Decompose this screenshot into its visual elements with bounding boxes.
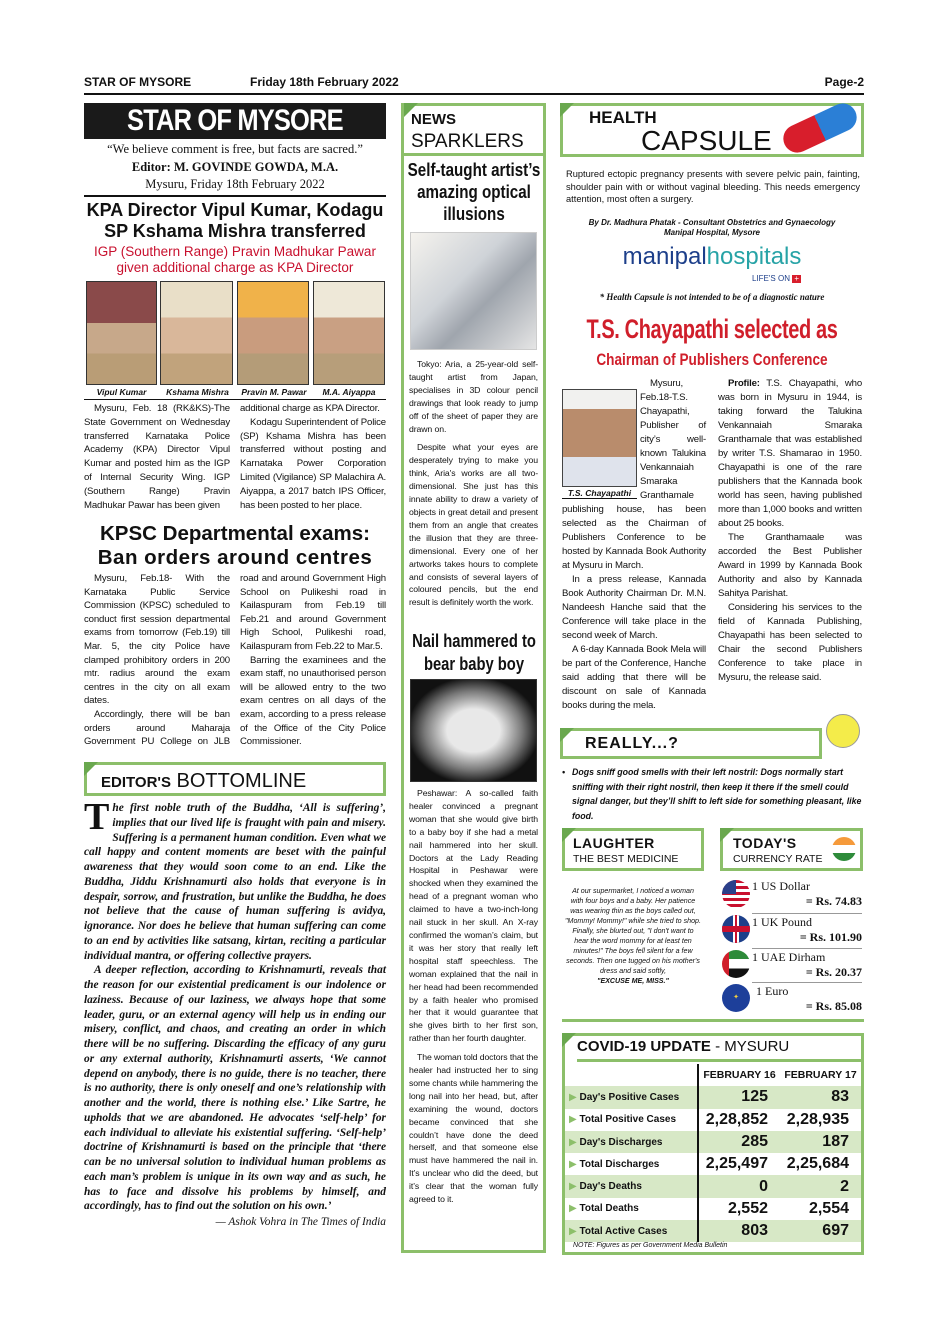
currency-name: 1 US Dollar: [752, 879, 810, 893]
column-header-feb16: FEBRUARY 16: [698, 1064, 780, 1086]
row-label: Day's Deaths: [579, 1181, 642, 1193]
masthead-rule: [84, 195, 386, 197]
corner-accent: [562, 1033, 576, 1047]
byline-line2: Manipal Hospital, Mysore: [663, 228, 761, 237]
story1-paragraph: Despite what your eyes are desperately trying to make you think, Aria's works are all two-dimensional. She just has this innate ability to draw a variety of objects in great detail and present them from an angle that creates the illusion that they are three-dimensional. Every one of her artworks takes hours to complete and consists of several layers of coloured pencils, but the end result is definitely worth the work.: [409, 442, 538, 608]
table-row: [565, 1131, 861, 1153]
laughter-label-text: THE BEST MEDICINE: [573, 853, 679, 865]
really-fact: Dogs sniff good smells with their left nostril: Dogs normally start sniffing with their right nostril, then keep it there if the smell could signal danger, but they’ll shift to left side for something pleasant, like food.: [572, 767, 862, 821]
caption-rule: [84, 399, 386, 400]
value-feb17: 697: [780, 1220, 861, 1242]
joke-paragraph: Finally, she blurted out, "I don't want to hear the word mommy for at least ten minutes!" The boys fell silent for a few seconds. Then one tugged on his mother's dress and said softly,: [566, 927, 700, 975]
logo-part-2: hospitals: [706, 243, 802, 270]
masthead-editor: Editor: M. GOVINDE GOWDA, M.A.: [131, 160, 339, 174]
value-feb17: 2,25,684: [786, 1155, 849, 1173]
story1-body: [409, 358, 538, 609]
kpa-body: [84, 402, 386, 512]
kpsc-paragraph: Barring the examinees and the exam staff, no unauthorised person will be allowed entry to the two exam centres on all days of the exam, according to a press release of the Office of the City Police Commissioner.: [240, 654, 386, 748]
covid-note: NOTE: Figures as per Government Media Bulletin: [573, 1242, 728, 1249]
value-feb16: 285: [698, 1131, 780, 1153]
manipal-logo: [560, 243, 864, 271]
capsule-pill-icon: [779, 99, 862, 157]
story2-body: [409, 787, 538, 1206]
header-blank: [565, 1064, 698, 1086]
india-flag-icon: [832, 837, 856, 861]
kpa-subheadline: [84, 244, 386, 276]
bottomline-paragraph: A deeper reflection, according to Krishnamurti, reveals that the reason for our existential predicament is our indolence or laziness. Because of our laziness, we always hope that some leader, guru, or an external agency will help us in ending our misery, conflict, and chaos, and creating an order in which there will be no suffering. Discarding the efficacy of any guru or any external authority, Krishnamurti asserts, ‘We cannot depend on anybody, there is no guide, there is no teacher, there is no authority, there is only oneself and one’s relationship with another and the world, there is nothing else.’ Like Sartre, he upholds that we are abandoned. He advocates ‘self-help’ for each individual to alleviate his existential suffering. ‘Self-help’ doctrine of Krishnamurti is based on the principle that ‘there can be no universal solution to individual human problems as each man’s problem is unique in its own way and as such, he has to face and dissolve his problems by himself, and accordingly, has to find out the solution on his own.’: [84, 964, 386, 1213]
caption-kshama: Kshama Mishra: [166, 387, 229, 397]
logo-part-1: manipal: [622, 243, 707, 270]
covid-title-bold: COVID-19 UPDATE: [577, 1038, 711, 1055]
header-date: Friday 18th February 2022: [250, 75, 399, 89]
currency-label-text: CURRENCY RATE: [733, 853, 823, 865]
table-row: [565, 1198, 861, 1220]
masthead: [84, 103, 386, 139]
row-label: Total Discharges: [579, 1158, 660, 1170]
kpa-paragraph: additional charge as KPA Director.: [240, 403, 380, 414]
currency-row: [752, 949, 862, 983]
chayapathi-paragraph: The Granthamaale was accorded the Best Publisher Award in 1999 by Kannada Book Authority and also by Kannada Sahitya Parishat.: [718, 532, 862, 599]
corner-accent: [560, 103, 574, 117]
chayapathi-paragraph: Mysuru, Feb.18-T.S. Chayapathi, Publisher of city’s well-known Talukina Venkannaiah Smaraka Granthamale publishing house, has been selected as the Chairman of Publishers Conference to be hosted by Kannada Book Authority at Mysuru in March.: [562, 378, 706, 571]
masthead-motto: “We believe comment is free, but facts are sacred.”: [107, 142, 363, 156]
health-byline: [562, 218, 862, 238]
row-label: Total Deaths: [579, 1203, 639, 1215]
corner-accent: [560, 728, 574, 742]
header-rule: [84, 93, 864, 95]
chayapathi-subheadline: Chairman of Publishers Conference: [596, 350, 828, 369]
arrow-icon: ▶: [569, 1225, 577, 1237]
kpa-headline-line1: KPA Director Vipul Kumar, Kodagu: [86, 200, 384, 220]
value-feb17: 187: [780, 1131, 861, 1153]
really-label: REALLY...?: [585, 735, 679, 752]
uae-flag-icon: [722, 950, 750, 978]
story2-paragraph: The woman told doctors that the healer had instructed her to sing some chants while hammering the long nail into her head, but, after examining the wound, doctors became convinced that she couldn’t have done the deed herself, and that someone else must have hammered the nail in. It’s unclear who did the deed, but it’s clear that the woman fully agreed to it.: [409, 1052, 539, 1205]
photo-ma-aiyappa: [313, 281, 385, 385]
caption-aiyappa: M.A. Aiyappa: [322, 387, 376, 397]
photo-captions: [84, 387, 386, 397]
profile-text: T.S. Chayapathi, who was born in Mysuru in 1944, is taking forward the Talukina Venkannaiah Smaraka Granthamale that was established by writer T.S. Shamarao in 1950. Chayapathi is one of the rare publishers that the Kannada book world has seen, having published more than 1,000 books and written about 25 books.: [718, 378, 862, 529]
photo-kshama-mishra: [160, 281, 233, 385]
covid-title: [577, 1038, 861, 1062]
bullet-icon: •: [562, 767, 566, 777]
profile-label: Profile:: [728, 378, 760, 389]
health-label-bold: HEALTH: [589, 108, 657, 127]
bottomline-paragraph: [84, 796, 386, 963]
value-feb16: 2,25,497: [698, 1153, 780, 1175]
kpsc-headline: [84, 522, 386, 570]
currency-name: 1 Euro: [756, 984, 789, 998]
chayapathi-paragraph: In a press release, Kannada Book Authority Chairman Dr. M.N. Nandeesh Hanche said that the Conference will take place in the second week of March.: [562, 574, 706, 641]
photo-float: [562, 377, 640, 501]
table-row: [565, 1220, 861, 1242]
kpa-paragraph: Mysuru, Feb. 18 (RK&KS)-The State Government on Wednesday transferred Karnataka Police Academy (KPA) Director Vipul Kumar and posted him as the IGP of Internal Security Wing. IGP (Southern Range) Pravin Madhukar Pawar has been given: [84, 403, 230, 511]
story2-paragraph: Peshawar: A so-called faith healer convinced a pregnant woman that she would give birth to a baby boy if she had a metal nail hammered into her skull. Doctors at the Lady Reading Hospital in Peshawar were shocked when they examined the head of a pregnant woman who claimed to have a two-inch-long nail stuck in her skull. An X-ray confirmed the woman’s claim, but it was her story that really left hospital staff speechless. The woman explained that the nail in her head had been recommended by a faith healer who promised her that it would guarantee that she gives birth to her first son, rather than her fourth daughter.: [409, 788, 538, 1044]
photo-pravin-pawar: [237, 281, 309, 385]
currency-label-bold: TODAY'S: [733, 835, 797, 851]
bottomline-label: BOTTOMLINE: [176, 770, 307, 792]
photo-vipul-kumar: [86, 281, 157, 385]
chayapathi-paragraph: Considering his services to the field of Kannada Publishing, Chayapathi has been selected to Chair the second Publishers Conference to take place in Mysuru, the release said.: [718, 602, 862, 683]
kpsc-paragraph: Accordingly, there will be ban orders around Maharaja Government PU College on JLB road and around Government High School on Pulikeshi road in Kailaspuram from Feb.19 till Feb.21 and around Government High School, Pulikeshi road, Kailaspuram from Feb.22 to Mar.5.: [84, 573, 386, 748]
joke-punchline: "EXCUSE ME, MISS.": [597, 977, 669, 985]
currency-label-box: [720, 828, 863, 871]
bottomline-body: [84, 796, 386, 1230]
us-flag-icon: [722, 880, 750, 908]
bottomline-p1: he first noble truth of the Buddha, ‘All is suffering’, implies that our lived life is fraught with pain and misery. Suffering is a permanent human condition. Even what we call happy and content moments are beset with the painful awareness that they would soon come to an end. Like the Buddha, Jiddu Krishnamurti also holds that everyone is in despair, sorrow, and frustration, but unlike the Buddha, he does not believe that the cause of human suffering is avidya, ignorance. Nor does he believe that human suffering can come to an end by activities like satsang, kirtan, reciting a particular individual mantra, or offering collective prayers.: [84, 802, 386, 962]
kpa-sub-line1: IGP (Southern Range) Pravin Madhukar Pawar: [94, 244, 376, 259]
arrow-icon: ▶: [569, 1091, 577, 1103]
laughter-label-bold: LAUGHTER: [573, 835, 655, 851]
story2-title: Nail hammered to bear baby boy: [412, 631, 536, 674]
story1-title: Self-taught artist’s amazing optical illusions: [407, 159, 541, 224]
byline-line1: By Dr. Madhura Phatak - Consultant Obstetrics and Gynaecology: [588, 218, 836, 227]
currency-row: [752, 914, 862, 949]
arrow-icon: ▶: [569, 1203, 577, 1215]
corner-accent: [84, 762, 98, 776]
eu-flag-icon: ✦: [722, 984, 750, 1012]
manipal-tagline: [752, 274, 801, 284]
kpsc-headline-line1: KPSC Departmental exams:: [99, 522, 370, 545]
value-feb17: 2,28,935: [786, 1110, 849, 1128]
laughter-joke: [565, 886, 701, 986]
currency-value: = Rs. 85.08: [805, 999, 862, 1013]
chayapathi-headline: T.S. Chayapathi selected as: [586, 314, 838, 344]
currency-name: 1 UK Pound: [752, 915, 813, 929]
column-header-feb17: FEBRUARY 17: [784, 1069, 857, 1082]
row-label: Total Active Cases: [579, 1225, 668, 1237]
caption-vipul: Vipul Kumar: [96, 387, 147, 397]
bottomline-label-box: [84, 762, 386, 796]
kpsc-body: [84, 572, 386, 749]
table-row: [565, 1153, 861, 1175]
currency-value: = Rs. 20.37: [805, 965, 862, 979]
arrow-icon: ▶: [569, 1136, 577, 1148]
value-feb16: 0: [698, 1175, 780, 1197]
corner-accent: [720, 828, 734, 842]
glass-artwork-image: [410, 232, 537, 350]
row-label: Day's Discharges: [579, 1136, 663, 1148]
kpa-paragraph: Kodagu Superintendent of Police (SP) Kshama Mishra has been transferred without posting and Karnataka Power Corporation Limited (Vigilance) SP Malachira A. Aiyappa, a 2017 batch IPS Officer, has been posted to her place.: [240, 416, 386, 511]
laughter-label-box: [562, 828, 704, 871]
plus-icon: +: [792, 275, 801, 283]
joke-paragraph: At our supermarket, I noticed a woman with four boys and a baby. Her patience was wearing thin as the boys called out, "Mommy! Mommy!" while she tried to shop.: [565, 887, 701, 925]
arrow-icon: ▶: [569, 1181, 577, 1193]
row-label: Total Positive Cases: [579, 1114, 677, 1126]
chayapathi-caption: T.S. Chayapathi: [562, 488, 637, 499]
currency-value: = Rs. 101.90: [799, 930, 862, 944]
uk-flag-icon: [722, 915, 750, 943]
value-feb16: 803: [698, 1220, 780, 1242]
sparklers-label-text: SPARKLERS: [411, 131, 524, 152]
tagline-text: LIFE'S ON: [752, 274, 790, 283]
kpsc-paragraph: Mysuru, Feb.18- With the Karnataka Public Service Commission (KPSC) scheduled to conduct first session departmental exams from tomorrow (Feb.19) till Mar. 5, the city Police have clamped prohibitory orders in 200 mtr. radius around the exam centres in the city on all exam dates.: [84, 573, 230, 707]
arrow-icon: ▶: [569, 1114, 577, 1126]
really-label-box: [560, 728, 822, 759]
header-paper-name: STAR OF MYSORE: [84, 75, 192, 89]
masthead-dateline: Mysuru, Friday 18th February 2022: [145, 177, 325, 191]
kpa-sub-line2: given additional charge as KPA Director: [116, 260, 354, 275]
kpa-headline-line2: SP Kshama Mishra transferred: [104, 221, 366, 241]
lightbulb-mascot-icon: [826, 714, 860, 748]
value-feb17: 2: [780, 1175, 861, 1197]
value-feb16: 125: [698, 1086, 780, 1108]
value-feb16: 2,28,852: [698, 1109, 780, 1131]
sparklers-label: [404, 103, 543, 156]
kpa-headline: [84, 200, 386, 242]
covid-table: [565, 1064, 861, 1242]
currency-rates: [752, 879, 862, 1014]
bottomline-credit: — Ashok Vohra in The Times of India: [215, 1216, 386, 1228]
drop-cap: T: [84, 796, 110, 838]
health-text: Ruptured ectopic pregnancy presents with severe pelvic pain, fainting, shoulder pain with or without vaginal bleeding. This needs emergency attention, most often a surgery.: [566, 169, 860, 205]
page-number: Page-2: [824, 75, 864, 89]
currency-row: [752, 879, 862, 914]
currency-value: = Rs. 74.83: [805, 894, 862, 908]
table-row: [565, 1175, 861, 1197]
caption-pravin: Pravin M. Pawar: [241, 387, 307, 397]
chayapathi-paragraph: [718, 377, 862, 531]
health-label-text: CAPSULE: [641, 125, 772, 156]
story1-paragraph: Tokyo: Aria, a 25-year-old self-taught artist from Japan, specialises in 3D colour pencil drawings that look ready to jump off of the sheet of paper they are drawn on.: [409, 359, 538, 434]
value-feb16: 2,552: [698, 1198, 780, 1220]
currency-row: [752, 983, 862, 1014]
masthead-title: STAR OF MYSORE: [127, 104, 343, 137]
value-feb17: 83: [780, 1086, 861, 1108]
covid-title-text: - MYSURU: [715, 1038, 790, 1055]
currency-bottom-rule: [562, 1019, 864, 1022]
bottomline-label-bold: EDITOR'S: [101, 774, 171, 791]
health-disclaimer: * Health Capsule is not intended to be of a diagnostic nature: [599, 292, 825, 302]
currency-name: 1 UAE Dirham: [752, 950, 826, 964]
table-row: [565, 1109, 861, 1131]
health-label-box: [560, 103, 864, 157]
chayapathi-body: [562, 377, 862, 723]
covid-panel: [562, 1033, 864, 1255]
kpsc-headline-line2: Ban orders around centres: [97, 546, 373, 569]
chayapathi-paragraph: A 6-day Kannada Book Mela will be part of the Conference, Hanche said adding that there will be discount on sale of Kannada books during the mela.: [562, 644, 706, 711]
arrow-icon: ▶: [569, 1158, 577, 1170]
row-label: Day's Positive Cases: [579, 1091, 680, 1103]
really-text: [562, 765, 864, 823]
sparklers-label-bold: NEWS: [411, 111, 456, 128]
xray-image: [410, 679, 537, 782]
value-feb17: 2,554: [808, 1199, 849, 1217]
table-row: [565, 1086, 861, 1108]
